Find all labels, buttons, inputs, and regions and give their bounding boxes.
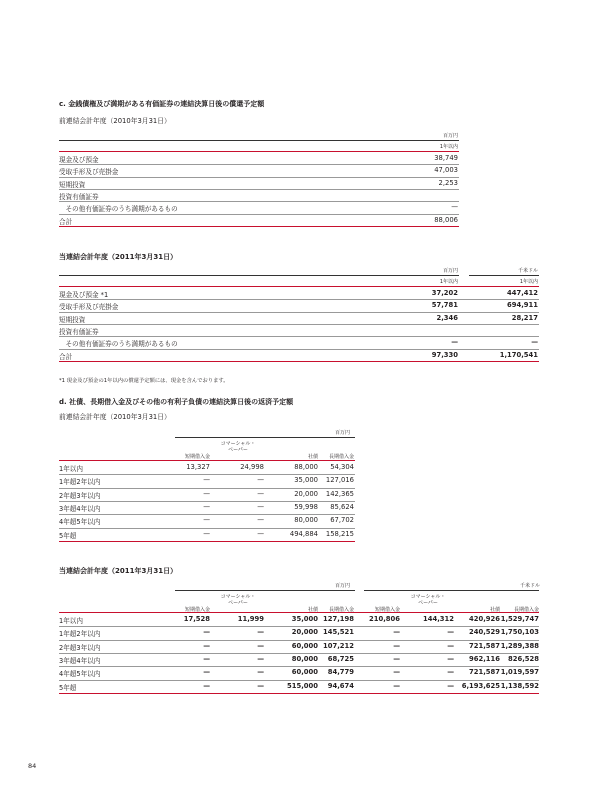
row-label: 5年超 — [59, 683, 77, 692]
section-c-curr-col2: 1年以内 — [519, 279, 538, 285]
divider — [59, 286, 539, 287]
cell-value: 1,019,597 — [500, 668, 539, 677]
cell-value: 20,000 — [294, 489, 318, 498]
column-header-commercial-paper — [208, 441, 268, 453]
column-header: 社債 — [307, 454, 318, 460]
divider — [59, 151, 459, 152]
cell-value: — — [257, 654, 264, 663]
row-label: その他有価証券のうち満期があるもの — [59, 340, 178, 349]
row-divider — [59, 680, 539, 681]
cell-value: 80,000 — [291, 654, 318, 663]
row-label: 4年超5年以内 — [59, 518, 101, 527]
cell-value: — — [393, 681, 400, 690]
row-label: 2年超3年以内 — [59, 643, 101, 652]
row-value-usd: 447,412 — [507, 289, 538, 297]
cell-value: — — [203, 641, 210, 650]
cell-value: 24,998 — [240, 463, 264, 471]
cell-value: 962,116 — [469, 654, 500, 663]
section-d-curr-subtitle: 当連結会計年度（2011年3月31日） — [59, 567, 178, 575]
cell-value: — — [447, 654, 454, 663]
row-label: その他有価証券のうち満期があるもの — [59, 205, 178, 214]
table-bottom-line — [59, 361, 539, 362]
cell-value: 107,212 — [323, 641, 354, 650]
section-d-title: d. 社債、長期借入金及びその他の有利子負債の連結決算日後の返済予定額 — [59, 398, 294, 406]
row-value: 2,253 — [438, 178, 458, 187]
cell-value: 60,000 — [291, 641, 318, 650]
cell-value: — — [257, 529, 264, 538]
cell-value: — — [257, 516, 264, 525]
cell-value: — — [257, 489, 264, 498]
cell-value: — — [257, 628, 264, 637]
column-header: 社債 — [489, 607, 500, 613]
row-divider — [59, 488, 355, 489]
row-value: — — [451, 203, 458, 212]
cell-value: — — [257, 681, 264, 690]
cell-value: — — [203, 529, 210, 538]
column-header: 長期借入金 — [328, 607, 354, 613]
row-label: 1年超2年以内 — [59, 630, 101, 639]
cell-value: 210,806 — [369, 615, 400, 623]
cell-value: 11,999 — [237, 615, 264, 623]
cell-value: — — [257, 641, 264, 650]
cell-value: 59,998 — [294, 502, 318, 511]
row-label: 短期投資 — [59, 315, 86, 324]
divider — [59, 140, 459, 141]
section-d-curr-unit1: 百万円 — [334, 583, 350, 589]
cell-value: — — [393, 628, 400, 637]
section-d-curr-unit2: 千米ドル — [519, 583, 540, 589]
row-label: 5年超 — [59, 531, 77, 540]
row-label: 1年超2年以内 — [59, 478, 101, 487]
cell-value: — — [203, 489, 210, 498]
cell-value: 1,289,388 — [500, 641, 539, 650]
cell-value: 1,750,103 — [500, 628, 539, 637]
row-label: 2年超3年以内 — [59, 491, 101, 500]
column-header-line: コマーシャル・ — [220, 441, 256, 447]
cell-value: 240,529 — [469, 628, 500, 637]
section-c-curr-subtitle: 当連結会計年度（2011年3月31日） — [59, 253, 178, 261]
row-label: 3年超4年以内 — [59, 656, 101, 665]
row-divider — [59, 640, 539, 641]
cell-value: — — [203, 516, 210, 525]
cell-value: — — [447, 668, 454, 677]
row-label: 受取手形及び売掛金 — [59, 168, 119, 177]
cell-value: 127,198 — [323, 615, 354, 623]
row-divider — [59, 177, 459, 178]
divider — [364, 590, 539, 591]
cell-value: 142,365 — [325, 489, 354, 498]
section-c-curr-unit1: 百万円 — [442, 268, 458, 274]
cell-value: 6,193,625 — [461, 681, 500, 690]
row-label: 1年以内 — [59, 465, 83, 473]
divider — [175, 590, 355, 591]
row-divider — [59, 666, 539, 667]
row-label: 現金及び預金 — [59, 156, 99, 164]
cell-value: 94,674 — [327, 681, 354, 690]
column-header: 短期借入金 — [184, 607, 210, 613]
cell-value: 826,528 — [508, 654, 539, 663]
cell-value: 1,529,747 — [500, 615, 539, 623]
row-divider — [59, 653, 539, 654]
cell-value: 1,138,592 — [500, 681, 539, 690]
section-d-prev-subtitle: 前連結会計年度（2010年3月31日） — [59, 413, 171, 421]
cell-value: — — [393, 668, 400, 677]
cell-value: 84,779 — [327, 668, 354, 677]
row-value-jpy: 2,346 — [436, 313, 458, 322]
cell-value: 144,312 — [423, 615, 454, 623]
cell-value: 68,725 — [327, 654, 354, 663]
column-header-line: ペーパー — [228, 600, 248, 606]
row-label: 4年超5年以内 — [59, 670, 101, 679]
row-value-usd: — — [531, 338, 538, 347]
row-divider — [59, 474, 355, 475]
column-header-line: ペーパー — [228, 447, 248, 453]
row-divider — [59, 189, 459, 190]
page-number: 84 — [28, 762, 37, 770]
column-header: 短期借入金 — [184, 454, 210, 460]
cell-value: 88,000 — [294, 463, 318, 471]
row-label: 投資有価証券 — [59, 192, 99, 201]
cell-value: 515,000 — [287, 681, 318, 690]
divider — [59, 460, 355, 461]
row-divider — [59, 164, 459, 165]
cell-value: 54,304 — [330, 463, 354, 471]
column-header-line: コマーシャル・ — [220, 594, 256, 600]
column-header-commercial-paper — [398, 594, 458, 606]
section-c-curr-col1: 1年以内 — [439, 279, 458, 285]
row-value: 47,003 — [434, 166, 458, 175]
cell-value: — — [203, 654, 210, 663]
section-c-prev-unit: 百万円 — [442, 133, 458, 139]
row-value-usd: 28,217 — [511, 313, 538, 322]
cell-value: 60,000 — [291, 668, 318, 677]
row-divider — [59, 312, 539, 313]
cell-value: 721,587 — [469, 641, 500, 650]
row-label: 短期投資 — [59, 180, 86, 189]
cell-value: — — [447, 681, 454, 690]
cell-value: — — [203, 668, 210, 677]
cell-value: — — [203, 502, 210, 511]
column-header: 社債 — [307, 607, 318, 613]
cell-value: — — [447, 628, 454, 637]
row-divider — [59, 501, 355, 502]
cell-value: — — [393, 654, 400, 663]
section-c-footnote: *1 現金及び預金の1年以内の償還予定額には、現金を含んでおります。 — [59, 378, 229, 384]
cell-value: 721,587 — [469, 668, 500, 677]
cell-value: 17,528 — [183, 615, 210, 623]
table-bottom-line — [59, 693, 539, 694]
row-value-usd: 694,911 — [507, 301, 538, 310]
cell-value: 67,702 — [330, 516, 354, 525]
cell-value: 145,521 — [323, 628, 354, 637]
row-label: 3年超4年以内 — [59, 504, 101, 513]
row-divider — [59, 528, 355, 529]
column-header: 長期借入金 — [513, 607, 539, 613]
divider — [469, 275, 539, 276]
column-header-line: コマーシャル・ — [410, 594, 446, 600]
cell-value: 80,000 — [294, 516, 318, 525]
row-divider — [59, 336, 539, 337]
row-label: 合計 — [59, 352, 73, 361]
table-bottom-line — [59, 541, 355, 542]
row-value-jpy: — — [451, 338, 458, 347]
cell-value: 158,215 — [325, 529, 354, 538]
row-label: 合計 — [59, 217, 73, 226]
section-c-curr-unit2: 千米ドル — [517, 268, 538, 274]
cell-value: — — [203, 476, 210, 485]
column-header-line: ペーパー — [418, 600, 438, 606]
cell-value: — — [257, 502, 264, 511]
divider — [59, 612, 539, 613]
cell-value: 20,000 — [291, 628, 318, 637]
cell-value: 13,327 — [186, 463, 210, 471]
section-d-prev-unit: 百万円 — [334, 430, 350, 436]
section-c-title: c. 金銭債権及び満期がある有価証券の連結決算日後の償還予定額 — [59, 100, 265, 108]
row-divider — [59, 201, 459, 202]
row-value: 38,749 — [434, 154, 458, 162]
row-value-jpy: 37,202 — [431, 289, 458, 297]
section-c-prev-subtitle: 前連結会計年度（2010年3月31日） — [59, 117, 171, 125]
row-divider — [59, 626, 539, 627]
row-value-jpy: 97,330 — [431, 350, 458, 359]
cell-value: — — [393, 641, 400, 650]
row-label: 投資有価証券 — [59, 327, 99, 336]
cell-value: — — [257, 668, 264, 677]
cell-value: 127,016 — [325, 476, 354, 485]
section-c-prev-col-header: 1年以内 — [439, 144, 458, 150]
row-value-usd: 1,170,541 — [499, 350, 538, 359]
row-value-jpy: 57,781 — [431, 301, 458, 310]
cell-value: — — [257, 476, 264, 485]
table-bottom-line — [59, 226, 459, 227]
row-divider — [59, 349, 539, 350]
row-label: 現金及び預金 *1 — [59, 291, 109, 299]
divider — [59, 275, 459, 276]
cell-value: 420,926 — [469, 615, 500, 623]
column-header: 短期借入金 — [374, 607, 400, 613]
row-value: 88,006 — [434, 215, 458, 224]
cell-value: 85,624 — [330, 502, 354, 511]
row-label: 1年以内 — [59, 617, 83, 625]
row-divider — [59, 214, 459, 215]
column-header: 長期借入金 — [328, 454, 354, 460]
column-header-commercial-paper — [208, 594, 268, 606]
row-divider — [59, 299, 539, 300]
cell-value: 494,884 — [289, 529, 318, 538]
row-divider — [59, 514, 355, 515]
row-divider — [59, 324, 539, 325]
cell-value: — — [203, 681, 210, 690]
cell-value: — — [203, 628, 210, 637]
row-label: 受取手形及び売掛金 — [59, 303, 119, 312]
cell-value: 35,000 — [291, 615, 318, 623]
cell-value: 35,000 — [294, 476, 318, 485]
cell-value: — — [447, 641, 454, 650]
divider — [175, 437, 355, 438]
